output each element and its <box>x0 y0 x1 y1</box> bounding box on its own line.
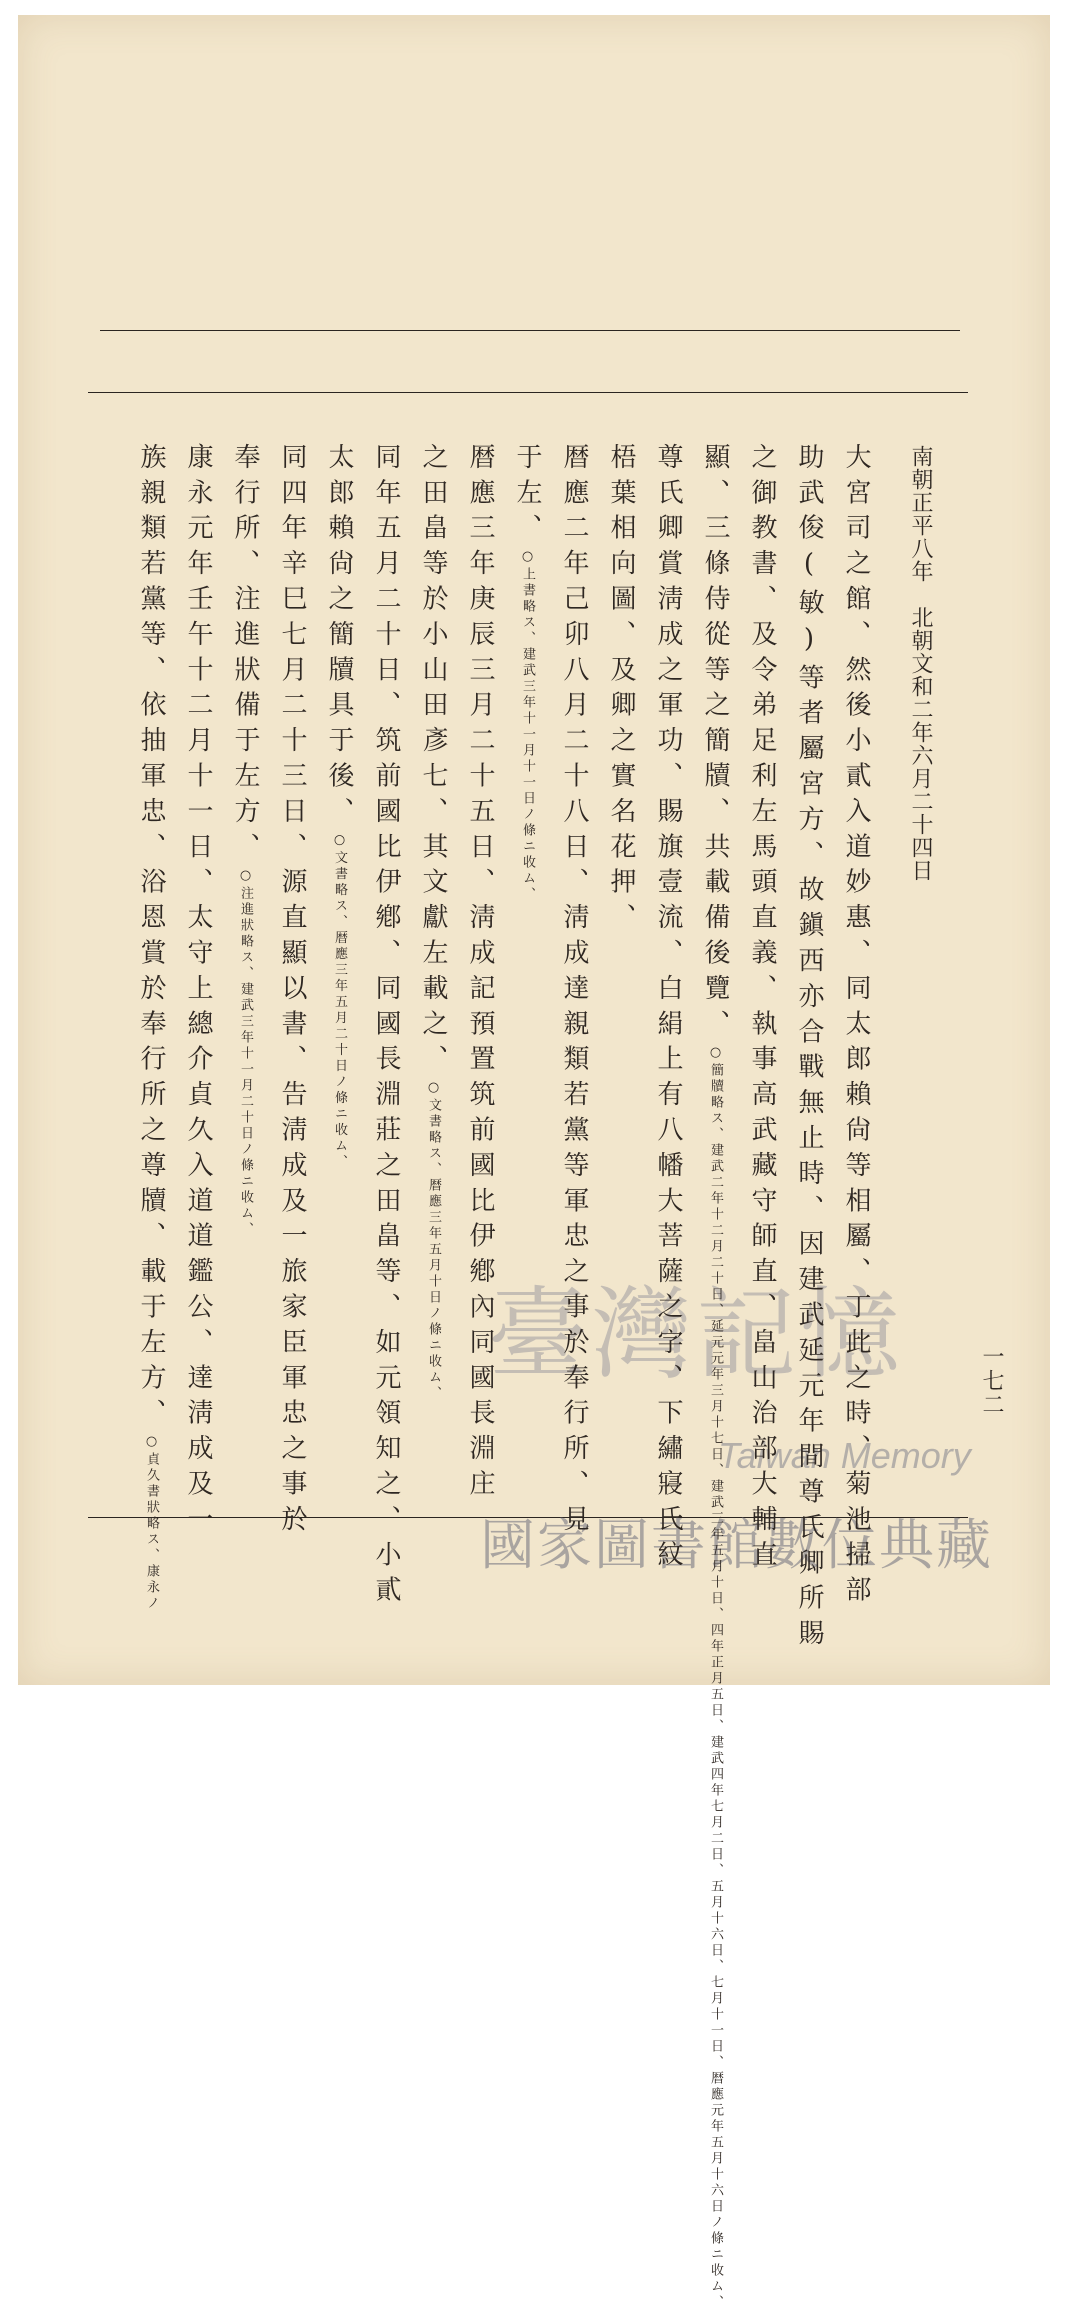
text-column: 于左、○上書略ス、建武三年十一月十一日ノ條ニ收ム、 <box>512 443 542 904</box>
text-column: 族親類若黨等、依抽軍忠、浴恩賞於奉行所之尊牘、載于左方、○貞久書狀略ス、康永ノ <box>136 443 166 1613</box>
text-column: 太郎賴尙之簡牘具于後、○文書略ス、暦應三年五月二十日ノ條ニ收ム、 <box>324 443 354 1171</box>
running-header: 南朝正平八年 北朝文和二年六月二十四日 <box>908 445 933 882</box>
column-note: ○簡牘略ス、建武二年十二月二十日、延元元年三月十七日、建武三年五月十日、四年正月五日、建武四年七月二日、五月十六日、七月十一日、暦應元年五月十六日ノ條ニ收ム、 <box>708 1044 723 2311</box>
column-note: ○貞久書狀略ス、康永ノ <box>144 1434 159 1613</box>
text-column: 康永元年壬午十二月十一日、太守上總介貞久入道道鑑公、達淸成及一 <box>183 443 213 1541</box>
text-column: 之御教書、及令弟足利左馬頭直義、執事高武藏守師直、畠山治部大輔直 <box>747 443 777 1576</box>
text-column: 大宮司之館、然後小貳入道妙惠、同太郎賴尙等相屬、丁此之時、菊池掃部 <box>841 443 871 1612</box>
scanned-page <box>18 15 1050 2311</box>
text-column: 奉行所、注進狀備于左方、○注進狀略ス、建武三年十一月二十日ノ條ニ收ム、 <box>230 443 260 1238</box>
top-rule <box>100 330 960 331</box>
column-note: ○注進狀略ス、建武三年十一月二十日ノ條ニ收ム、 <box>238 867 253 1238</box>
page-number: 一七二 <box>979 1345 1004 1417</box>
text-column: 同四年辛巳七月二十三日、源直顯以書、告淸成及一旅家臣軍忠之事於 <box>277 443 307 1541</box>
text-column: 助武俊(敏)等者屬宮方、故鎭西亦合戰無止時、因建武延元年間尊氏卿所賜 <box>794 443 824 1655</box>
watermark-logo: 臺灣記憶 <box>488 1276 904 1393</box>
text-column: 暦應二年己卯八月二十八日、淸成達親類若黨等軍忠之事於奉行所、見 <box>559 443 589 1541</box>
column-note: ○文書略ス、暦應三年五月十日ノ條ニ收ム、 <box>426 1080 441 1403</box>
text-column: 顯、三條侍從等之簡牘、共載備後覽、○簡牘略ス、建武二年十二月二十日、延元元年三月十七日、建武三年五月十日、四年正月五日、建武四年七月二日、五月十六日、七月十一日、暦應元年五月十六日ノ條ニ收ム、 <box>700 443 730 2311</box>
column-note: ○上書略ス、建武三年十一月十一日ノ條ニ收ム、 <box>520 549 535 904</box>
text-column: 梧葉相向圖、及卿之實名花押、 <box>606 443 636 939</box>
text-column: 同年五月二十日、筑前國比伊鄕、同國長淵莊之田畠等、如元領知之、小貳 <box>371 443 401 1612</box>
column-note: ○文書略ス、暦應三年五月二十日ノ條ニ收ム、 <box>332 832 347 1171</box>
text-column: 暦應三年庚辰三月二十五日、淸成記預置筑前國比伊鄕內同國長淵庄 <box>465 443 495 1505</box>
watermark-english: Taiwan Memory <box>718 1435 971 1476</box>
text-column: 尊氏卿賞淸成之軍功、賜旗壹流、白絹上有八幡大菩薩之字、下繡寢氏紋 <box>653 443 683 1576</box>
text-column: 之田畠等於小山田彥七、其文獻左載之、○文書略ス、暦應三年五月十日ノ條ニ收ム、 <box>418 443 448 1403</box>
watermark-chinese: 國家圖書館數位典藏 <box>480 1513 994 1577</box>
second-rule <box>88 392 968 393</box>
